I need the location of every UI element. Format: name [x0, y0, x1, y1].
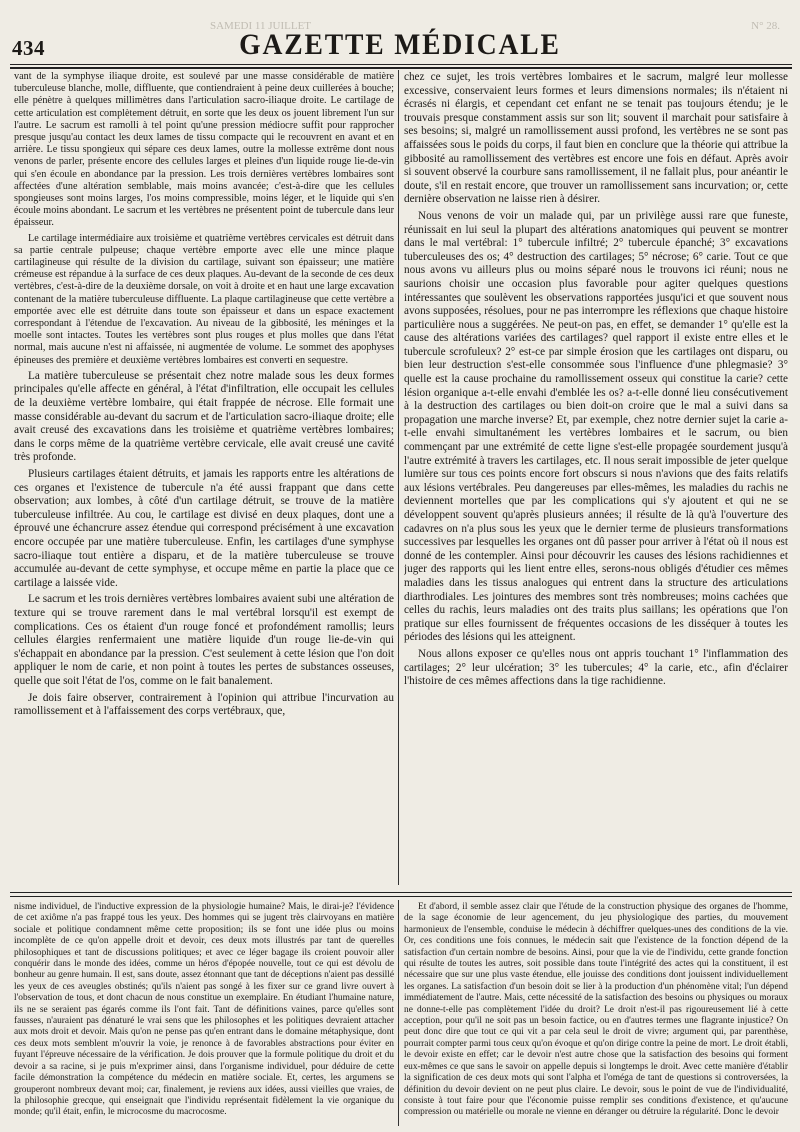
paragraph: Nous allons exposer ce qu'elles nous ont appris touchant 1° l'inflammation des cartilages; 2° leur ulcération; 3° les tubercules; 4° la carie, etc., afin d'éclairer l'histoire de ces mêmes affections dans la tige rachidienne.: [404, 647, 788, 688]
header-rule: [10, 64, 792, 69]
column-divider-bottom: [398, 900, 399, 1126]
column-bottom-right: [404, 902, 788, 1130]
paragraph: vant de la symphyse iliaque droite, est soulevé par une masse considérable de matière tuberculeuse blanche, molle, diffluente, que contiendraient à peine deux cuillerées à bouche; elle pénètre à quelques millimètres dans l'articulation sacro-iliaque droite. Le cartilage de cette articulation est complètement détruit, en sorte que les deux os jouent librement l'un sur l'autre. Le sacrum est ramolli à tel point qu'une pression médiocre suffit pour rapprocher presque jusqu'au contact les deux lames de tissu compacte qui le recouvrent en avant et en arrière. Le tissu spongieux qui sépare ces deux lames, outre la mollesse extrême dont nous venons de parler, présente encore des cellules larges et pleines d'un liquide rouge lie-de-vin qui s'en écoule en abondance par la pression. Les trois dernières vertèbres lombaires sont affectées d'une altération semblable, mais moins avancée; c'est-à-dire que les cellules spongieuses sont moins larges, l'os moins compressible, moins léger, et le liquide qui s'en écoule moins abondant. Le sacrum et les vertèbres ne présentent point de tubercule dans leur épaisseur.: [14, 71, 394, 229]
paragraph: Et d'abord, il semble assez clair que l'étude de la construction physique des organes de l'homme, de la sage économie de leur agencement, du jeu physiologique des parties, du mouvement harmonieux de l'ensemble, conduise le médecin à déchiffrer quelques-unes des conditions de la vie. Or, ces conditions une fois connues, le médecin sait que l'existence de la fonction dépend de la satisfaction d'un certain nombre de besoins. Ainsi, pour que la vie de l'individu, cette grande fonction qui résulte de toutes les autres, soit possible dans toute l'intégrité des actes qui la constituent, il est nécessaire que sur une plus vaste étendue, elle jouisse des conditions dont jouissent individuellement les organes. La satisfaction d'un besoin doit se lier à la production d'un phénomène vital; l'un dépend immédiatement de l'autre. Mais, cette nécessité de la satisfaction des besoins ou physiques ou moraux ne donne-t-elle pas complètement l'idée du droit? Le droit n'est-il pas rigoureusement lié à cette acception, pour qu'il ne soit pas un besoin factice, ou en d'autres termes une flagrante injustice? On peut donc dire que tout ce qui vit a par cela seul le droit de vivre; argument qui, par parenthèse, pourrait compter parmi tous ceux qu'on évoque et qu'on dirige contre la peine de mort. Le droit établi, le devoir existe en effet; car le devoir n'est autre chose que la satisfaction des besoins qui forment eux-mêmes ce que sans le savoir on appelle depuis si longtemps le droit. Avec cette manière d'établir la signification de ces deux mots qui sont l'alpha et l'oméga de tant de questions si controversées, la définition du devoir devient on ne peut plus claire. Le devoir, sous le point de vue de l'individualité, consiste à tout faire pour que l'économie puisse remplir ses conditions d'existence, et qu'aucune compression ou matérielle ou morale ne vienne en déranger ou détruire la régularité. Donc le devoir: [404, 902, 788, 1118]
column-bottom-left: [14, 902, 394, 1130]
paragraph: La matière tuberculeuse se présentait chez notre malade sous les deux formes principales qu'elle affecte en général, à l'état d'infiltration, elle occupait les cellules de la deuxième vertèbre lombaire, qui était frappée de nécrose. Elle formait une masse considérable au-devant du sacrum et de l'articulation sacro-iliaque droite; elle avait creusé des excavations dans les troisième et quatrième vertèbres lombaires; dans le corps même de la quatrième vertèbre cervicale, elle avait creusé une cavité très profonde.: [14, 369, 394, 464]
paragraph: chez ce sujet, les trois vertèbres lombaires et le sacrum, malgré leur mollesse excessive, conservaient leurs formes et leurs dimensions normales; ils n'étaient ni écrasés ni élargis, et cependant cet enfant ne se tenait pas toujours étendu; je le trouvais presque constamment assis sur son lit; souvent il marchait pour satisfaire à ses besoins; si, malgré un ramollissement aussi profond, les vertèbres ne se sont pas affaissées sous le poids du corps, il faut bien en conclure que la théorie qui attribue la gibbosité au ramollissement des vertèbres est encore une fois en défaut. Après avoir si souvent observé la courbure sans ramollissement, il ne fallait plus, pour anéantir le doute, s'il en restait encore, que trouver un ramollissement sans incurvation; or, cette dernière observation ne laisse rien à désirer.: [404, 71, 788, 206]
paragraph: Le sacrum et les trois dernières vertèbres lombaires avaient subi une altération de texture qui se trouve rarement dans le mal vertébral lorsqu'il est exempt de complications. Ces os étaient d'un rouge foncé et profondément ramollis; leurs cellules élargies renfermaient une matière liquide d'un rouge lie-de-vin qui s'échappait en abondance par la pression. C'est seulement à cette lésion que l'on doit appliquer le nom de carie, et non point à toutes les pertes de substances osseuses, quelle que soit l'état de l'os, comme on le fait banalement.: [14, 593, 394, 687]
page-header: [10, 18, 790, 66]
column-top-left: [14, 71, 394, 886]
column-top-right: [404, 71, 788, 886]
paragraph: nisme individuel, de l'inductive expression de la physiologie humaine? Mais, le dirai-je? l'évidence de cet axiôme n'a pas frappé tous les yeux. Des hommes qui se jugent très clairvoyans en matière sociale et politique condamnent même cette proposition; ils se font une idée plus ou moins incomplète de ce qu'on appelle droit et devoir, ces deux mots illustrés par tant de querelles philosophiques et tant de discussions politiques; et avec ce léger bagage ils croient pouvoir aller conquérir dans le monde des idées, comme un héros d'épopée nouvelle, tout ce qui est dévolu de bonheur au genre humain. Il est, sans doute, assez étonnant que tant de déceptions n'aient pas dessillé les yeux de ces aveugles obstinés; qu'ils n'aient pas songé à les fixer sur ce grand livre ouvert à l'observation de tous, et dont chacun de nous constitue un exemplaire. En étudiant l'humaine nature, ils ne se seraient pas égarés comme ils l'ont fait. Tant de définitions vaines, parce qu'elles sont fausses, n'auraient pas dénaturé le vrai sens que les philosophes et les politiques devraient attacher aux mots droit et devoir. Mais qu'on ne pense pas qu'en entrant dans le domaine métaphysique, dont ces deux mots semblent m'ouvrir la voie, je renonce à de favorables abstractions pour éviter en fuyant l'épreuve nécessaire de la vérification. Je dois prouver que la formule politique du droit et du devoir a sa racine, si je puis m'exprimer ainsi, dans l'organisme individuel, pour déduire de cette facile démonstration la compétence du médecin en matière sociale. Et, certes, les argumens se grouperont nombreux devant moi; car, finalement, je reviens aux idées, aussi vieilles que vraies, de la philosophie grecque, qui enseignait que l'individu représentait fidèlement la vie organique du monde; qu'il était, enfin, le microcosme du macrocosme.: [14, 902, 394, 1118]
column-divider: [398, 70, 399, 885]
page-number: 434: [12, 36, 45, 60]
paragraph: Plusieurs cartilages étaient détruits, et jamais les rapports entre les altérations de ces organes et l'existence de tubercule n'a été aussi frappant que dans cette observation; aux lombes, à côté d'un cartilage détruit, se trouve de la matière tuberculeuse infiltrée. Au cou, le cartilage est divisé en deux plaques, dont une a éprouvé une échancrure assez étendue qui correspond précisément à une excavation encore occupée par une matière tuberculeuse. Enfin, les cartilages d'une symphyse sacro-iliaque tout entière a disparu, et de la matière tuberculeuse se trouve accumulée au-devant de cette symphyse, et occupe même en partie la place que ce cartilage a laissée vide.: [14, 468, 394, 589]
section-rule: [10, 892, 792, 897]
paragraph: Le cartilage intermédiaire aux troisième et quatrième vertèbres cervicales est détruit dans sa partie centrale pulpeuse; chaque vertèbre emporte avec elle une mince plaque cartilagineuse qui résulte de la division du cartilage, suivant son épaisseur; une matière crémeuse est répandue à la surface de ces deux plaques. Au-devant de la seconde de ces deux vertèbres, c'est-à-dire de la deuxième dorsale, on voit à droite et en haut une large excavation contenant de la matière tuberculeuse diffluente. La plaque cartilagineuse que cette vertèbre a emportée avec elle est détruite dans toute son épaisseur et dans un espace exactement correspondant à l'étendue de l'excavation. Au niveau de la gibbosité, les méninges et la moelle sont intactes. Toutes les vertèbres sont plus rouges et plus molles que dans l'état normal, mais aucune n'est ni affaissée, ni augmentée de volume. Le sommet des apophyses épineuses des première et deuxième vertèbres lombaires est converti en sequestre.: [14, 232, 394, 366]
paragraph: Je dois faire observer, contrairement à l'opinion qui attribue l'incurvation au ramollissement et à l'affaissement des corps vertébraux, que,: [14, 691, 394, 718]
bleed-through-issue: N° 28.: [751, 20, 780, 32]
masthead-title: GAZETTE MÉDICALE: [239, 28, 561, 61]
bleed-through-text: SAMEDI 11 JUILLET: [210, 20, 312, 32]
paragraph: Nous venons de voir un malade qui, par un privilège aussi rare que funeste, réunissait en lui seul la plupart des altérations anatomiques qui peuvent se montrer dans le mal vertébral: 1° tubercule infiltré; 2° tubercule épanché; 3° excavations tuberculeuses des os; 4° destruction des cartilages; 5° nécrose; 6° carie. Tout ce que nous avons vu ailleurs plus ou moins séparé nous le trouvons ici réuni; nous ne saurions choisir une occasion plus favorable pour agiter quelques questions intéressantes que soulèvent les observations rapportées jusqu'ici et que souvent nous avons supposées, résolues, pour ne pas interrompre les réflexions que chaque histoire particulière nous a suggérées. Ne peut-on pas, en effet, se demander 1° qu'elle est la cause des altérations variées des cartilages? quel rapport il existe entre elles et le tubercule scrofuleux? 2° est-ce par simple érosion que les cartilages ont disparu, ou bien leur destruction s'est-elle consommée sous l'influence d'une phlegmasie? 3° quelle est la cause prochaine du ramollissement osseux qui constitue la carie? cette lésion organique a-t-elle envahi d'emblée les os? a-t-elle donné lieu consécutivement à la destruction des cartilages ou bien doit-on croire que le mal a suivi dans sa propagation une marche inverse? Et, par exemple, chez notre dernier sujet la carie a-t-elle envahi simultanément les vertèbres lombaires et le sacrum, ou bien commençant par une extrémité de cette ligne s'est-elle propagée sourdement jusqu'à l'autre extrémité à travers les cartilages, etc. Il nous serait impossible de jeter quelque lumière sur tous ces points encore fort obscurs si nous n'avions que des faits relatifs aux lésions vertébrales. Peu dangereuses par elles-mêmes, les maladies du rachis ne deviennent mortelles que par les complications qui s'y ajoutent et qui ne se développent souvent qu'après plusieurs années; il résulte de là qu'à l'ouverture des cadavres on n'a plus sous les yeux que le dernier terme de plusieurs transformations successives par lesquelles les organes ont dû passer pour arriver à l'état où il nous est donné de les contempler. Ainsi pour découvrir les causes des lésions rachidiennes et juger des rapports qui les lient entre elles, serons-nous obligés d'étudier ces mêmes maladies dans les tissus analogues qui entrent dans la structure des articulations diarthrodiales. Les jointures des membres sont très nombreuses; moins cachées que celles du rachis, leurs maladies ont des traits plus saillans; les opérations que l'on pratique sur elles fournissent de fréquentes occasions de les disséquer à toutes les périodes des lésions qui les atteignent.: [404, 209, 788, 644]
